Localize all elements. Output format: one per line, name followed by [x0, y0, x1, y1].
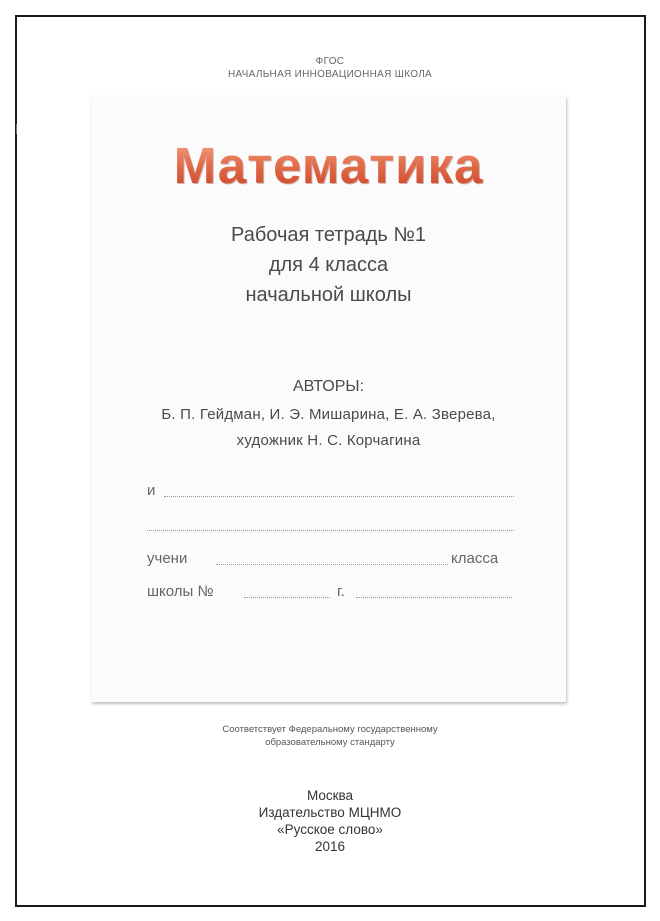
publication-year: 2016	[314, 839, 346, 854]
form-line3-blank[interactable]	[216, 564, 448, 565]
form-line3-prefix: учени	[147, 550, 188, 567]
form-line2-blank[interactable]	[147, 530, 514, 531]
authors-line-1: Б. П. Гейдман, И. Э. Мишарина, Е. А. Зверева,	[161, 406, 496, 423]
compliance-line-1: Соответствует Федеральному государственному	[222, 724, 438, 735]
scan-mark	[16, 124, 17, 134]
form-line1-blank[interactable]	[164, 496, 514, 497]
form-line4-prefix: школы №	[147, 583, 214, 600]
authors-heading: АВТОРЫ:	[292, 378, 365, 395]
publisher-name: Издательство МЦНМО	[258, 805, 402, 820]
publisher-city: Москва	[306, 788, 354, 803]
form-line1-prefix: и	[147, 482, 156, 499]
form-school-blank[interactable]	[244, 597, 330, 598]
series-label: НАЧАЛЬНАЯ ИННОВАЦИОННАЯ ШКОЛА	[227, 69, 433, 80]
subtitle-line-1: Рабочая тетрадь №1	[231, 224, 426, 246]
compliance-line-2: образовательному стандарту	[265, 737, 395, 748]
standard-label: ФГОС	[315, 56, 345, 67]
book-title: Математика	[91, 136, 566, 195]
form-line4-mid: г.	[337, 583, 345, 600]
subtitle-line-2: для 4 класса	[268, 254, 389, 276]
authors-line-2: художник Н. С. Корчагина	[236, 432, 421, 449]
publisher-name-2: «Русское слово»	[277, 822, 383, 837]
form-city-blank[interactable]	[356, 597, 512, 598]
form-line3-suffix: класса	[451, 550, 499, 567]
subtitle-line-3: начальной школы	[245, 284, 412, 306]
